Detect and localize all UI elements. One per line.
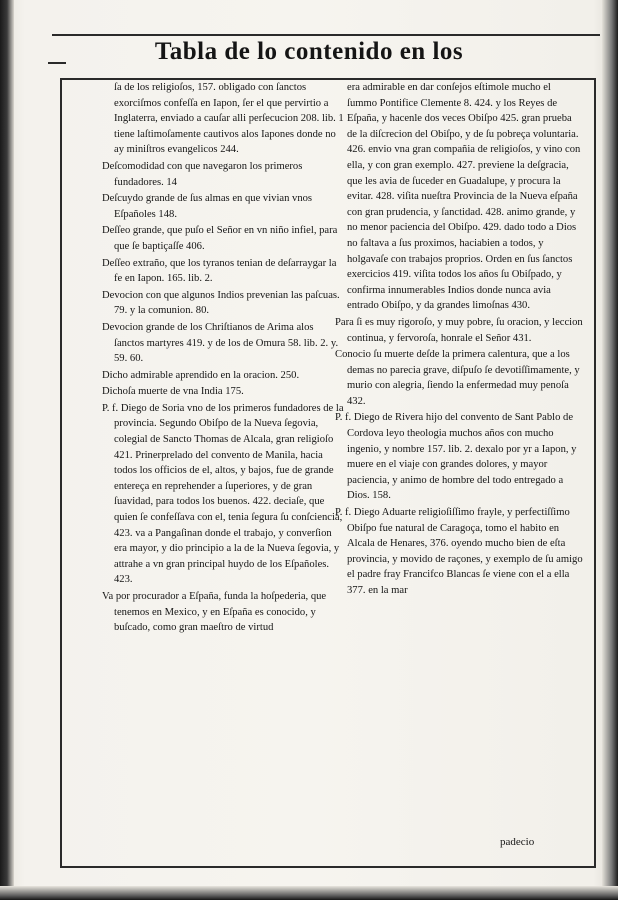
- index-entry: Va por procurador a Eſpaña, funda la hoſpederia, que tenemos en Mexico, y en Eſpaña es conocido, y buſcado, como gran maeſtro de virtud: [102, 591, 327, 634]
- index-entry: Devocion con que algunos Indios prevenian las paſcuas. 79. y la comunion. 80.: [102, 289, 340, 317]
- index-entry: Deſcomodidad con que navegaron los primeros fundadores. 14: [102, 160, 303, 188]
- index-entry: Devocion grande de los Chriſtianos de Arima alos ſanctos martyres 419. y de los de Omura 58. lib. 2. y. 59. 60.: [102, 321, 339, 365]
- index-entry: Conocio ſu muerte deſde la primera calentura, que a los demas no parecia grave, diſpuſo ſe devotiſſimamente, y murio con alegria, ſiendo la enfermedad muy penoſa 432.: [335, 349, 580, 407]
- index-entry-continued: ſa de los religioſos, 157. obligado con ſanctos exorciſmos confeſſa en Iapon, ſer el que pervirtio a Inglaterra, enviado a cauſar alli perſecucion 208. lib. 1 tiene laſtimoſamente cautivos alos Iapones donde no ay miniſtros evangelicos 244.: [114, 82, 344, 156]
- frame-right-border: [594, 78, 596, 868]
- index-entry: P. f. Diego Aduarte religioſiſſimo frayle, y perfectiſſimo Obiſpo fue natural de Caragoça, tomo el habito en Alcala de Henares, 376. oyendo mucho bien de eſta provincia, y movido de raçones, y exemplo de ſu amigo el padre fray Francifco Blancas ſe viene con el a ella 377. en la mar: [335, 507, 583, 596]
- page-shadow-bottom: [0, 886, 618, 900]
- catchword: padecio: [500, 836, 535, 848]
- frame-left-border: [60, 78, 62, 868]
- right-column: [335, 80, 583, 600]
- page-shadow-left: [0, 0, 14, 900]
- index-entry-continued: era admirable en dar conſejos eſtimole mucho el ſummo Pontifice Clemente 8. 424. y los Reyes de Eſpaña, y hacenle dos veces Obiſpo 425. gran prueba de la diſcrecion del Obiſpo, y de ſu pobreça voluntaria. 426. envio vna gran compañia de religioſos, y vino con ella, y con gran exemplo. 427. previene la deſgracia, que les avia de ſuceder en Guadalupe, y procura la evitar. 428. viſita nueſtra Provincia de la Nueva eſpaña con gran prudencia, y ſanctidad. 428. animo grande, y no menor paciencia del Obiſpo. 429. dado todo a Dios no faltava a ſus proximos, haciabien a todos, y holgavaſe con trabajos proprios. Orden en ſus ſanctos exercicios 419. viſita todos los años ſu Obiſpado, y confirma innumerables Indios donde nunca avia entrado Obiſpo, y da grandes limoſnas 430.: [347, 82, 581, 312]
- index-entry: Para ſi es muy rigoroſo, y muy pobre, ſu oracion, y leccion continua, y fervoroſa, honrale el Señor 431.: [335, 316, 583, 344]
- frame-bottom-border: [60, 866, 596, 868]
- page-shadow-right: [602, 0, 618, 900]
- index-entry: Deſſeo grande, que puſo el Señor en vn niño infiel, para que ſe baptiçaſſe 406.: [102, 225, 338, 252]
- index-entry: Deſſeo extraño, que los tyranos tenian de deſarraygar la fe en Iapon. 165. lib. 2.: [102, 257, 337, 285]
- index-entry: P. f. Diego de Rivera hijo del convento de Sant Pablo de Cordova leyo theologia muchos años con mucho ingenio, y nombre 157. lib. 2. dexalo por yr a Iapon, y muere en el viaje con grandes dolores, y mayor paciencia, y animo de hombre del todo entregado a Dios. 158.: [335, 412, 577, 502]
- left-column: [102, 80, 344, 637]
- index-entry: P. f. Diego de Soria vno de los primeros fundadores de la provincia. Segundo Obiſpo de la Nueva ſegovia, colegial de Sancto Thomas de Alcala, gran religioſo 421. Prinerprelado del convento de Manila, hacia todos los officios de el, altos, y bajos, fue de grande entereça en reprehender a ſuperiores, y de gran ſuavidad, para todos los buenos. 422. deciaſe, que quien ſe confeſſava con el, tenia ſegura ſu conſciencia, 423. va a Pangaſinan donde el trabajo, y converſion era mayor, y dio principio a la de la Nueva ſegovia, y attrahe a vn gran principal huydo de los Eſpañoles. 423.: [102, 402, 344, 586]
- page-title: Tabla de lo contenido en los: [154, 38, 464, 65]
- index-entry: Dicho admirable aprendido en la oracion. 250.: [102, 369, 300, 381]
- index-entry: Dichoſa muerte de vna India 175.: [102, 386, 244, 398]
- header-rule: [52, 34, 600, 36]
- index-entry: Deſcuydo grande de ſus almas en que vivian vnos Eſpañoles 148.: [102, 193, 313, 220]
